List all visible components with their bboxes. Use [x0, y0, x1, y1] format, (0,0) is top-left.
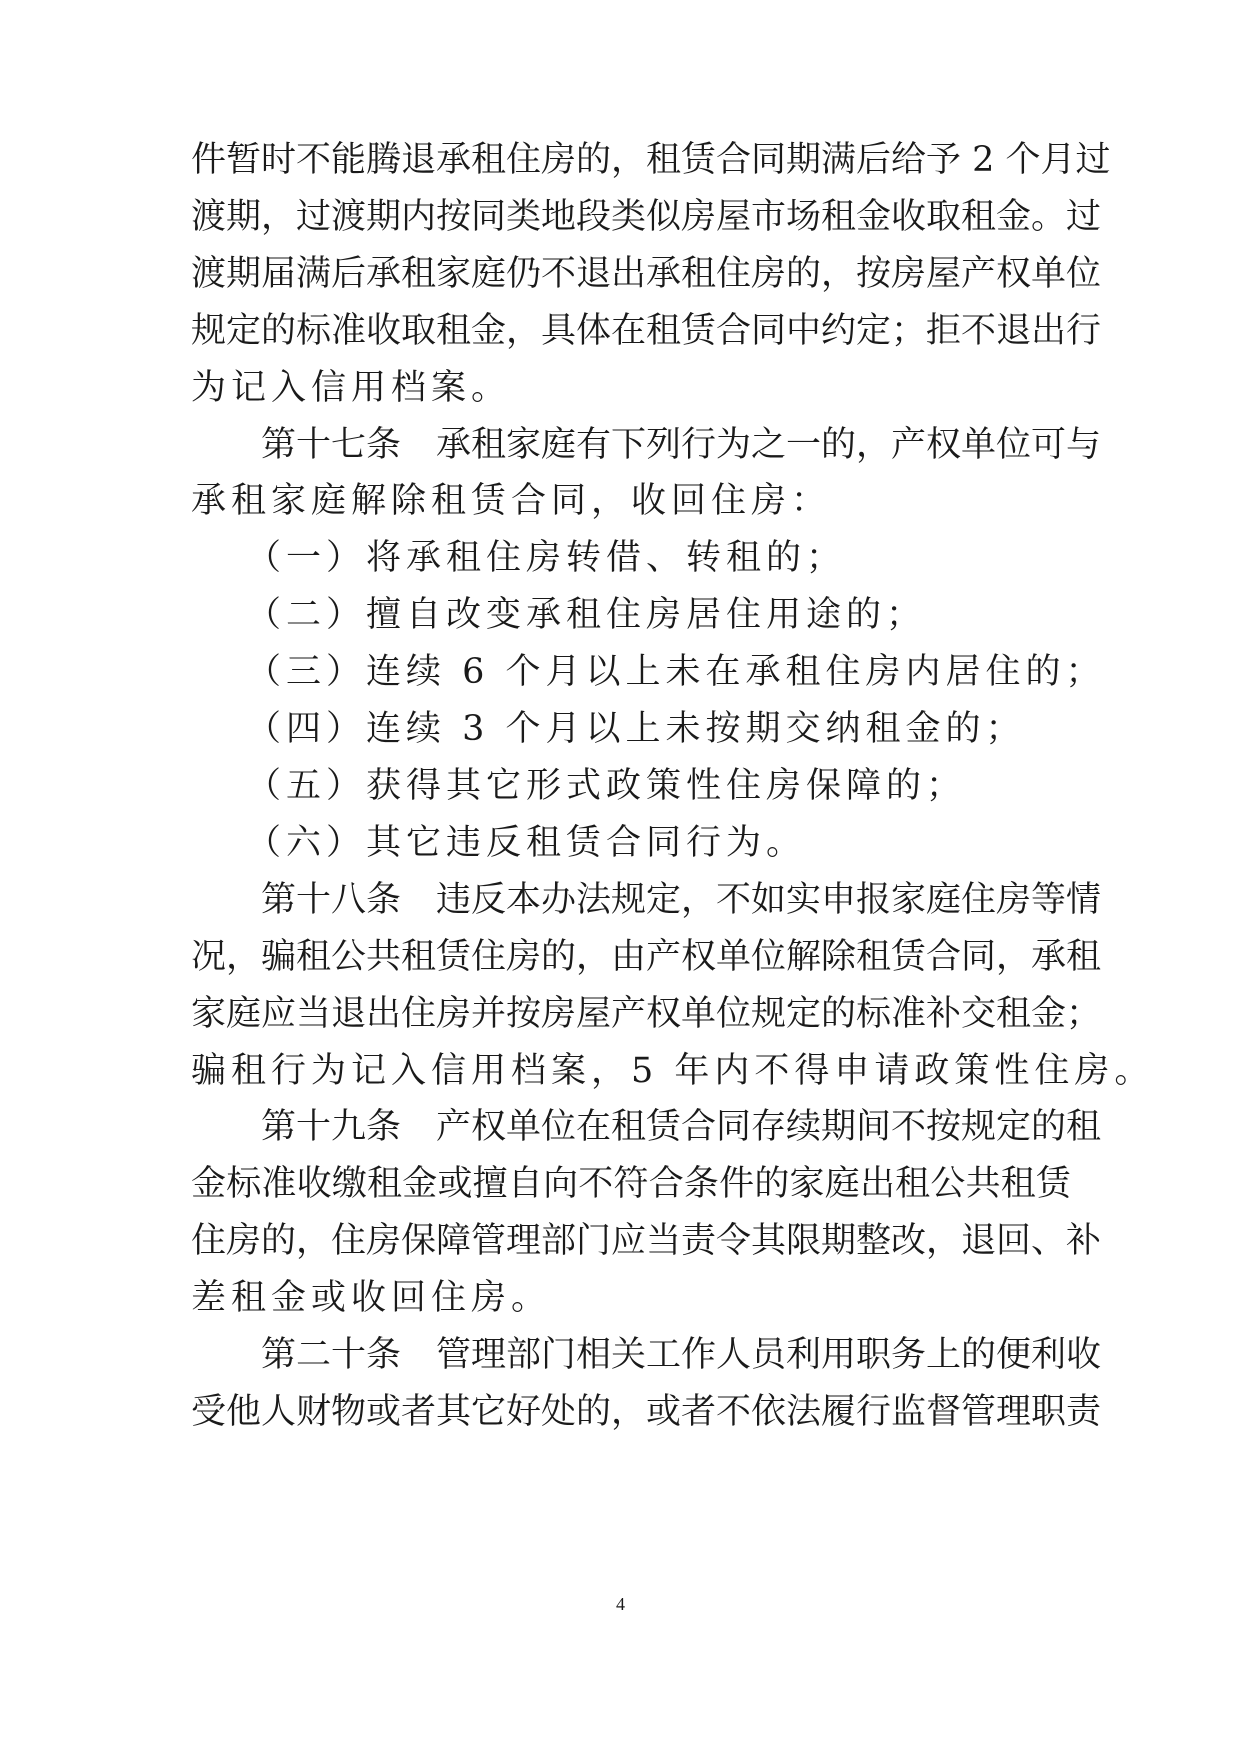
text-line: 渡期，过渡期内按同类地段类似房屋市场租金收取租金。过	[191, 197, 1102, 237]
text-line: 受他人财物或者其它好处的，或者不依法履行监督管理职责	[191, 1392, 1102, 1432]
list-item: （六）其它违反租赁合同行为。	[246, 823, 807, 863]
list-item: （二）擅自改变承租住房居住用途的；	[246, 595, 927, 635]
text-line: 金标准收缴租金或擅自向不符合条件的家庭出租公共租赁	[191, 1164, 1071, 1204]
text-line: 家庭应当退出住房并按房屋产权单位规定的标准补交租金；	[191, 994, 1102, 1034]
text-line: 况，骗租公共租赁住房的，由产权单位解除租赁合同，承租	[191, 937, 1102, 977]
list-item: （一）将承租住房转借、转租的；	[246, 538, 847, 578]
text-line: 为记入信用档案。	[191, 368, 512, 408]
text-line: 骗租行为记入信用档案，5 年内不得申请政策性住房。	[191, 1051, 1155, 1091]
list-item: （三）连续 6 个月以上未在承租住房内居住的；	[246, 652, 1106, 692]
text-line: 规定的标准收取租金，具体在租赁合同中约定；拒不退出行	[191, 311, 1102, 351]
article-17-heading-line: 第十七条 承租家庭有下列行为之一的，产权单位可与	[261, 425, 1102, 465]
article-19-heading-line: 第十九条 产权单位在租赁合同存续期间不按规定的租	[261, 1107, 1102, 1147]
page-number: 4	[616, 1594, 625, 1614]
text-line: 住房的，住房保障管理部门应当责令其限期整改，退回、补	[191, 1221, 1102, 1261]
list-item: （四）连续 3 个月以上未按期交纳租金的；	[246, 709, 1026, 749]
text-line: 差租金或收回住房。	[191, 1278, 552, 1318]
article-20-heading-line: 第二十条 管理部门相关工作人员利用职务上的便利收	[261, 1335, 1102, 1375]
article-18-heading-line: 第十八条 违反本办法规定，不如实申报家庭住房等情	[261, 880, 1102, 920]
list-item: （五）获得其它形式政策性住房保障的；	[246, 766, 967, 806]
text-line: 承租家庭解除租赁合同，收回住房：	[191, 481, 832, 521]
text-line: 渡期届满后承租家庭仍不退出承租住房的，按房屋产权单位	[191, 254, 1102, 294]
text-line: 件暂时不能腾退承租住房的，租赁合同期满后给予 2 个月过	[191, 140, 1111, 180]
